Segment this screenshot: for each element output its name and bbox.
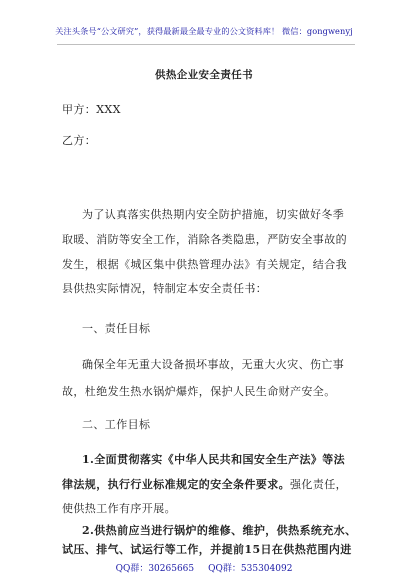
header-notice: 关注头条号“公文研究”，获得最新最全最专业的公文资料库！ 微信：gongwenyj bbox=[55, 26, 353, 36]
party-a: 甲方：XXX bbox=[62, 103, 121, 116]
item1-line-2 bbox=[62, 476, 347, 492]
intro-line-3: 发生，根据《城区集中供热管理办法》有关规定，结合我 bbox=[62, 258, 347, 271]
footer-contacts bbox=[0, 561, 408, 574]
item2-line-1: 2.供热前应当进行锅炉的维修、维护，供热系统充水、 bbox=[82, 524, 357, 537]
header-divider bbox=[57, 44, 355, 45]
item2-line-2: 试压、排气、试运行等工作，并提前15日在供热范围内进 bbox=[62, 543, 352, 556]
document-title: 供热企业安全责任书 bbox=[154, 69, 254, 81]
intro-line-4: 县供热实际情况，特制定本安全责任书： bbox=[62, 282, 268, 295]
footer-qq-group-1: QQ群：30265665 bbox=[115, 564, 195, 574]
item1-line-2-bold: 律法规，执行行业标准规定的安全条件要求。 bbox=[62, 478, 290, 491]
section1-body-2: 故，杜绝发生热水锅炉爆炸，保护人民生命财产安全。 bbox=[62, 385, 336, 398]
section2-heading: 二、工作目标 bbox=[82, 418, 151, 431]
footer-qq-group-2: QQ群：535304092 bbox=[208, 564, 293, 574]
item1-line-2-normal: 强化责任， bbox=[290, 478, 347, 491]
section1-heading: 一、责任目标 bbox=[82, 322, 151, 335]
section1-body-1: 确保全年无重大设备损坏事故，无重大火灾、伤亡事 bbox=[82, 358, 345, 371]
item1-line-3: 使供热工作有序开展。 bbox=[62, 502, 176, 515]
party-b: 乙方： bbox=[62, 134, 97, 147]
item1-line-1: 1.全面贯彻落实《中华人民共和国安全生产法》等法 bbox=[82, 453, 346, 466]
intro-line-2: 取暖、消防等安全工作，消除各类隐患，严防安全事故的 bbox=[62, 233, 347, 246]
intro-line-1: 为了认真落实供热期内安全防护措施，切实做好冬季 bbox=[82, 208, 345, 221]
